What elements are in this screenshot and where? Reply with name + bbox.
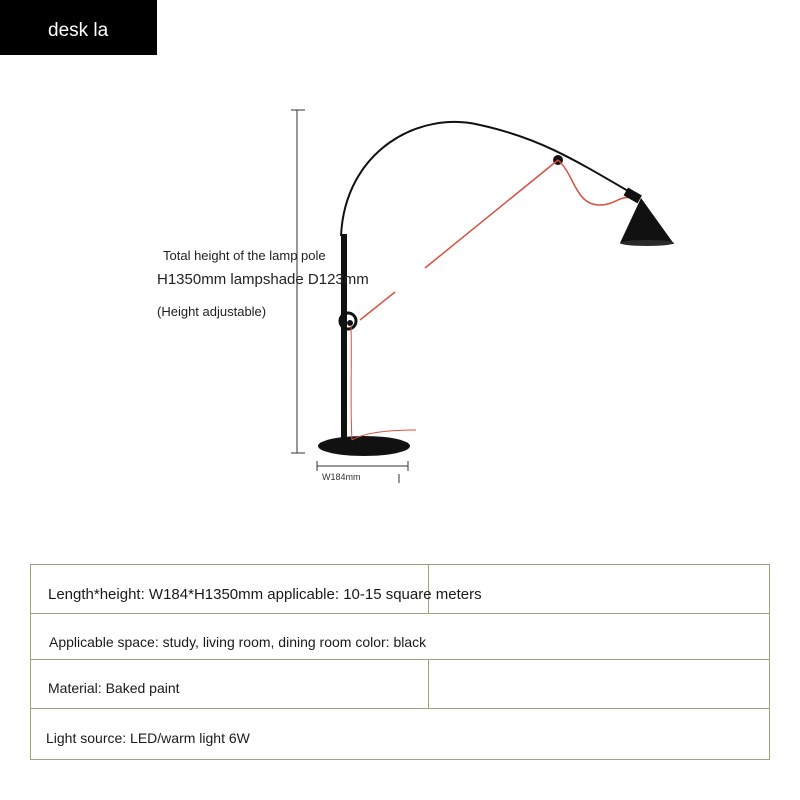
spec-row bbox=[31, 614, 769, 660]
lamp-pole bbox=[341, 234, 347, 446]
lamp-arm bbox=[341, 122, 640, 236]
spec-row bbox=[31, 660, 769, 709]
power-cable bbox=[558, 160, 632, 205]
base-width-label: W184mm bbox=[322, 472, 361, 482]
spec-material: Material: Baked paint bbox=[48, 680, 180, 696]
dimensions-label: H1350mm lampshade D123mm bbox=[157, 271, 369, 288]
page-title: desk la bbox=[48, 20, 109, 41]
pole-height-label: Total height of the lamp pole bbox=[163, 248, 326, 263]
lamp-base bbox=[318, 436, 410, 456]
spec-light-source: Light source: LED/warm light 6W bbox=[46, 730, 250, 746]
height-adjustable-label: (Height adjustable) bbox=[157, 304, 267, 319]
spec-size-applicable: Length*height: W184*H1350mm applicable: 10-15 square meters bbox=[48, 586, 482, 603]
spec-space-color: Applicable space: study, living room, dining room color: black bbox=[49, 634, 427, 650]
lampshade bbox=[620, 188, 674, 246]
counterweight-rod bbox=[425, 160, 558, 268]
spec-row bbox=[31, 709, 769, 760]
spec-table bbox=[30, 564, 770, 760]
spec-row bbox=[31, 565, 769, 614]
